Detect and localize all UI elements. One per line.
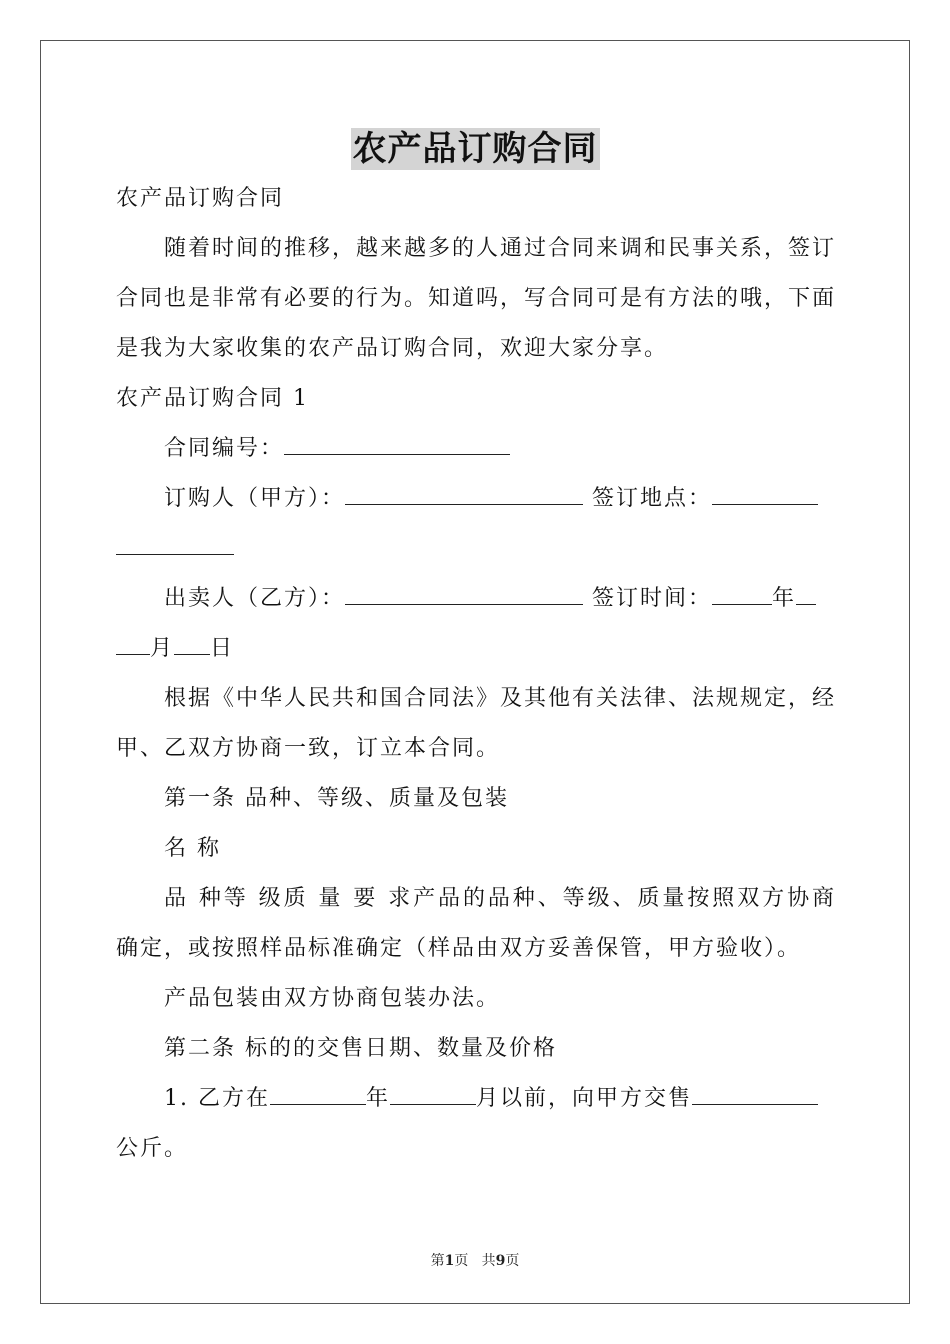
- page-suffix: 页: [454, 1253, 469, 1269]
- basis-line-2: 甲、乙双方协商一致，订立本合同。: [116, 736, 501, 761]
- day-label: 日: [210, 636, 235, 661]
- item-1-year-blank[interactable]: [270, 1084, 366, 1105]
- intro-line-2: 合同也是非常有必要的行为。知道吗，写合同可是有方法的哦，下面: [116, 286, 837, 311]
- intro-line-3: 是我为大家收集的农产品订购合同，欢迎大家分享。: [116, 336, 669, 361]
- seller-blank[interactable]: [345, 584, 583, 605]
- sign-place-blank[interactable]: [712, 484, 818, 505]
- buyer-row: [164, 484, 836, 514]
- title-container: [0, 128, 950, 170]
- date-continuation: [116, 634, 836, 664]
- seller-label: 出卖人（乙方）：: [164, 586, 346, 611]
- seller-row: [164, 584, 836, 614]
- article-1-packaging: 产品包装由双方协商包装办法。: [164, 986, 501, 1011]
- item-1-year-label: 年: [365, 1086, 390, 1111]
- document-title: 农产品订购合同: [352, 129, 598, 169]
- article-2-item-1-unit: 公斤。: [116, 1136, 189, 1161]
- contract-number-row: [164, 434, 836, 464]
- page-number: 1: [444, 1253, 455, 1269]
- basis-line-1: 根据《中华人民共和国合同法》及其他有关法律、法规规定，经: [164, 686, 837, 711]
- page-footer: [0, 1250, 950, 1270]
- month-blank[interactable]: [116, 634, 150, 655]
- total-suffix: 页: [505, 1253, 520, 1269]
- article-2-title: 第二条 标的的交售日期、数量及价格: [164, 1036, 557, 1061]
- article-2-item-1: [164, 1084, 836, 1114]
- subtitle: 农产品订购合同: [116, 186, 285, 211]
- article-1-name-row: 名 称: [164, 836, 221, 861]
- year-label: 年: [772, 586, 797, 611]
- page-label: 第: [430, 1253, 445, 1269]
- buyer-label: 订购人（甲方）：: [164, 486, 346, 511]
- article-1-title: 第一条 品种、等级、质量及包装: [164, 786, 509, 811]
- sign-time-label: 签订时间：: [592, 586, 713, 611]
- total-pages: 9: [495, 1253, 506, 1269]
- item-1-month-blank[interactable]: [390, 1084, 476, 1105]
- sign-place-continuation: [116, 534, 836, 564]
- section-title: 农产品订购合同 1: [116, 386, 309, 411]
- month-label: 月: [150, 636, 175, 661]
- buyer-blank[interactable]: [345, 484, 583, 505]
- day-blank[interactable]: [174, 634, 210, 655]
- total-label: 共: [481, 1253, 496, 1269]
- month-blank-part[interactable]: [796, 584, 816, 605]
- sign-place-label: 签订地点：: [592, 486, 713, 511]
- item-1-quantity-blank[interactable]: [692, 1084, 818, 1105]
- intro-line-1: 随着时间的推移，越来越多的人通过合同来调和民事关系，签订: [164, 236, 837, 261]
- item-1-prefix: 1. 乙方在: [164, 1086, 270, 1111]
- year-blank[interactable]: [712, 584, 772, 605]
- article-1-line-1: 品 种等 级质 量 要 求产品的品种、等级、质量按照双方协商: [164, 886, 836, 911]
- page-border: [40, 40, 910, 1304]
- contract-number-label: 合同编号：: [164, 436, 285, 461]
- contract-number-blank[interactable]: [284, 434, 510, 455]
- sign-place-blank-2[interactable]: [116, 534, 234, 555]
- article-1-line-2: 确定，或按照样品标准确定（样品由双方妥善保管，甲方验收）。: [116, 936, 802, 961]
- item-1-mid: 月以前，向甲方交售: [476, 1086, 693, 1111]
